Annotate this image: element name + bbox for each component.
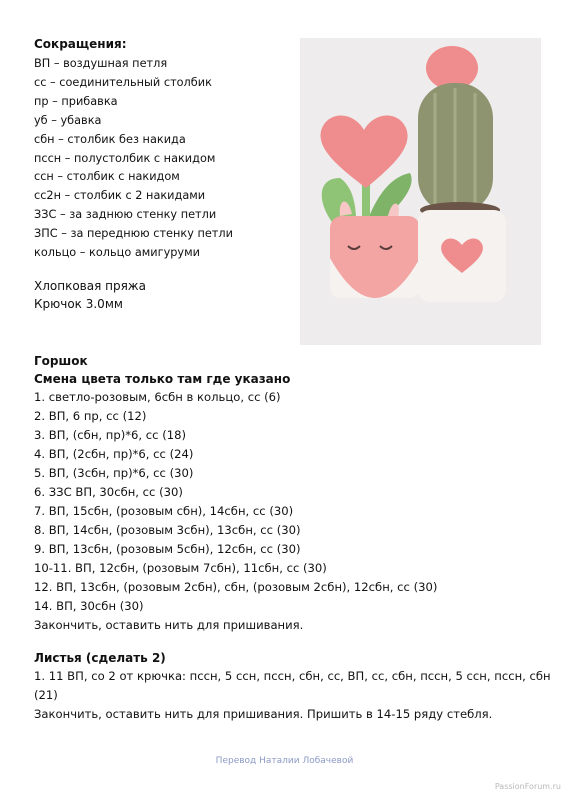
abbreviation-item: сс2н – столбик с 2 накидами (34, 189, 206, 203)
materials-block (34, 277, 146, 313)
abbreviation-item: сс – соединительный столбик (34, 75, 212, 89)
pattern-row: 6. ЗЗС ВП, 30сбн, сс (30) (34, 485, 183, 499)
pot-title: Горшок (34, 354, 88, 368)
abbreviation-item: уб – убавка (34, 113, 102, 127)
pattern-row: 5. ВП, (3сбн, пр)*6, сс (30) (34, 466, 194, 480)
pattern-row: 7. ВП, 15сбн, (розовым сбн), 14сбн, сс (30) (34, 504, 294, 518)
pattern-finish-note: Закончить, оставить нить для пришивания. Пришить в 14-15 ряду стебля. (34, 707, 493, 721)
leaves-section (34, 650, 554, 724)
pattern-row: 1. 11 ВП, со 2 от крючка: пссн, 5 ссн, пссн, сбн, сс, ВП, сс, сбн, пссн, 5 ссн, пссн, сбн (21) (34, 669, 551, 702)
pattern-row: 8. ВП, 14сбн, (розовым 3сбн), 13сбн, сс (30) (34, 523, 301, 537)
abbreviation-item: ВП – воздушная петля (34, 57, 168, 70)
abbreviations-title: Сокращения: (34, 37, 127, 51)
pattern-row: 10-11. ВП, 12сбн, (розовым 7сбн), 11сбн, сс (30) (34, 561, 327, 575)
amigurumi-photo (300, 38, 541, 345)
abbreviation-item: ЗПС – за переднюю стенку петли (34, 227, 233, 241)
pattern-row: 12. ВП, 13сбн, (розовым 2сбн), сбн, (розовым 2сбн), 12сбн, сс (30) (34, 580, 438, 594)
leaves-title: Листья (сделать 2) (34, 651, 166, 665)
yarn-label: Хлопковая пряжа (34, 279, 146, 293)
pattern-row: 3. ВП, (сбн, пр)*6, сс (18) (34, 428, 187, 442)
abbreviation-item: пр – прибавка (34, 94, 118, 108)
site-watermark: PassionForum.ru (494, 782, 561, 791)
abbreviation-item: ссн – столбик с накидом (34, 170, 180, 184)
abbreviation-item: ЗЗС – за заднюю стенку петли (34, 208, 217, 222)
abbreviation-item: кольцо – кольцо амигуруми (34, 246, 200, 260)
pattern-row: 1. светло-розовым, 6сбн в кольцо, сс (6) (34, 390, 281, 404)
pattern-row: 9. ВП, 13сбн, (розовым 5сбн), 12сбн, сс (30) (34, 542, 301, 556)
pattern-finish-note: Закончить, оставить нить для пришивания. (34, 618, 304, 632)
pot-subtitle: Смена цвета только там где указано (34, 372, 291, 386)
pattern-row: 2. ВП, 6 пр, сс (12) (34, 409, 147, 423)
pattern-row: 14. ВП, 30сбн (30) (34, 599, 144, 613)
pattern-row: 4. ВП, (2сбн, пр)*6, сс (24) (34, 447, 194, 461)
pot-section (34, 353, 554, 635)
abbreviation-item: сбн – столбик без накида (34, 132, 186, 146)
abbreviations-block (34, 36, 296, 263)
crochet-toys-illustration (300, 38, 541, 345)
abbreviation-item: пссн – полустолбик с накидом (34, 151, 216, 165)
hook-label: Крючок 3.0мм (34, 297, 123, 311)
translator-credit: Перевод Наталии Лобачевой (215, 756, 354, 766)
